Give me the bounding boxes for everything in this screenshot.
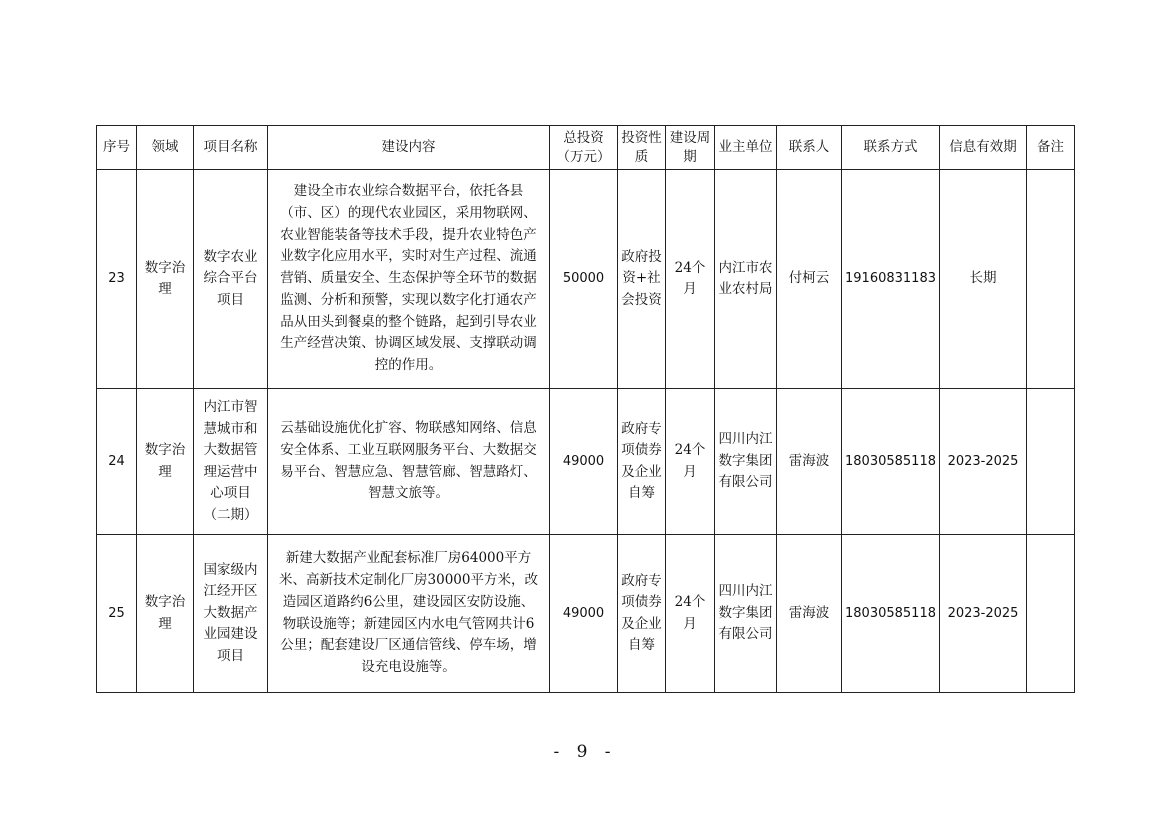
table-row — [97, 389, 1075, 535]
cell-investment: 49000 — [550, 389, 618, 535]
cell-name: 内江市智慧城市和大数据管理运营中心项目（二期） — [194, 389, 268, 535]
header-field: 领域 — [137, 126, 194, 170]
cell-owner: 四川内江数字集团有限公司 — [715, 535, 777, 693]
cell-validity: 2023-2025 — [940, 389, 1027, 535]
cell-field: 数字治理 — [137, 535, 194, 693]
header-remark: 备注 — [1027, 126, 1075, 170]
header-validity: 信息有效期 — [940, 126, 1027, 170]
cell-contact: 付柯云 — [777, 170, 842, 389]
page-number: - 9 - — [553, 742, 617, 762]
cell-investment: 50000 — [550, 170, 618, 389]
table-body — [97, 170, 1075, 693]
cell-remark — [1027, 170, 1075, 389]
cell-seq: 24 — [97, 389, 137, 535]
cell-validity: 长期 — [940, 170, 1027, 389]
cell-period: 24个月 — [666, 170, 715, 389]
header-period: 建设周期 — [666, 126, 715, 170]
cell-nature: 政府投资+社会投资 — [618, 170, 666, 389]
header-investment: 总投资（万元） — [550, 126, 618, 170]
cell-nature: 政府专项债券及企业自筹 — [618, 389, 666, 535]
cell-phone: 19160831183 — [842, 170, 940, 389]
header-phone: 联系方式 — [842, 126, 940, 170]
cell-field: 数字治理 — [137, 170, 194, 389]
cell-investment: 49000 — [550, 535, 618, 693]
cell-field: 数字治理 — [137, 389, 194, 535]
table-row — [97, 170, 1075, 389]
cell-content: 建设全市农业综合数据平台，依托各县（市、区）的现代农业园区，采用物联网、农业智能装备等技术手段，提升农业特色产业数字化应用水平，实时对生产过程、流通营销、质量安全、生态保护等全环节的数据监测、分析和预警，实现以数字化打通农产品从田头到餐桌的整个链路，起到引导农业生产经营决策、协调区域发展、支撑联动调控的作用。 — [268, 170, 550, 389]
header-contact: 联系人 — [777, 126, 842, 170]
table-row — [97, 535, 1075, 693]
cell-content: 新建大数据产业配套标准厂房64000平方米、高新技术定制化厂房30000平方米，改造园区道路约6公里，建设园区安防设施、物联设施等；新建园区内水电气管网共计6公里；配套建设厂区通信管线、停车场，增设充电设施等。 — [268, 535, 550, 693]
cell-remark — [1027, 535, 1075, 693]
cell-remark — [1027, 389, 1075, 535]
header-nature: 投资性质 — [618, 126, 666, 170]
table-header — [97, 126, 1075, 170]
cell-content: 云基础设施优化扩容、物联感知网络、信息安全体系、工业互联网服务平台、大数据交易平台、智慧应急、智慧管廊、智慧路灯、智慧文旅等。 — [268, 389, 550, 535]
cell-phone: 18030585118 — [842, 389, 940, 535]
cell-nature: 政府专项债券及企业自筹 — [618, 535, 666, 693]
cell-validity: 2023-2025 — [940, 535, 1027, 693]
cell-seq: 23 — [97, 170, 137, 389]
header-owner: 业主单位 — [715, 126, 777, 170]
cell-name: 数字农业综合平台项目 — [194, 170, 268, 389]
cell-period: 24个月 — [666, 389, 715, 535]
cell-name: 国家级内江经开区大数据产业园建设项目 — [194, 535, 268, 693]
header-name: 项目名称 — [194, 126, 268, 170]
header-row — [97, 126, 1075, 170]
cell-phone: 18030585118 — [842, 535, 940, 693]
cell-contact: 雷海波 — [777, 389, 842, 535]
cell-owner: 内江市农业农村局 — [715, 170, 777, 389]
header-content: 建设内容 — [268, 126, 550, 170]
project-table — [96, 125, 1075, 693]
cell-contact: 雷海波 — [777, 535, 842, 693]
cell-period: 24个月 — [666, 535, 715, 693]
cell-seq: 25 — [97, 535, 137, 693]
cell-owner: 四川内江数字集团有限公司 — [715, 389, 777, 535]
header-seq: 序号 — [97, 126, 137, 170]
